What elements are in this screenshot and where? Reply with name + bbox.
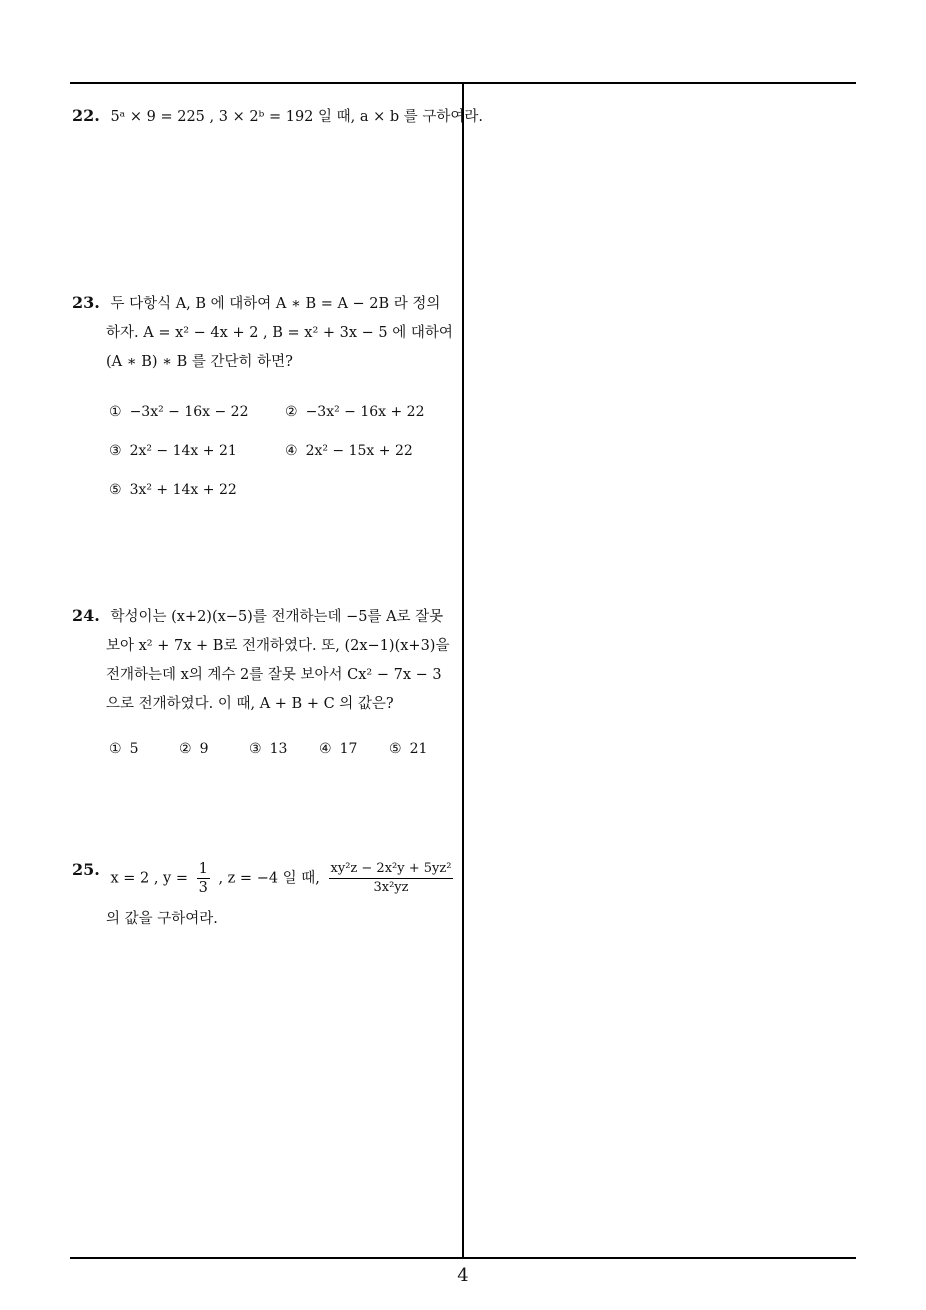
fraction-one-third <box>197 860 210 897</box>
choice-text: 2x² − 14x + 21 <box>129 443 237 459</box>
question-23 <box>72 288 456 377</box>
choice-mark: ④ <box>285 443 298 459</box>
choice-text: 3x² + 14x + 22 <box>129 482 237 498</box>
question-text-line-4: 으로 전개하였다. 이 때, A + B + C 의 값은? <box>106 696 394 712</box>
fraction-denominator: 3 <box>198 880 208 896</box>
choice-4[interactable] <box>319 741 357 757</box>
page-number: 4 <box>457 1265 469 1286</box>
fraction-numerator: xy²z − 2x²y + 5yz² <box>329 860 454 879</box>
question-text-part-1: x = 2 , y = <box>110 870 189 887</box>
question-number: 22. <box>72 106 100 125</box>
question-25 <box>72 860 456 929</box>
choice-3[interactable] <box>109 443 237 459</box>
choice-mark: ② <box>285 404 298 420</box>
question-number: 25. <box>72 860 100 879</box>
fraction-numerator: 1 <box>198 861 208 877</box>
choice-text: −3x² − 16x + 22 <box>305 404 425 420</box>
choice-1[interactable] <box>109 404 249 420</box>
question-24 <box>72 601 456 719</box>
choice-text: 5 <box>129 741 139 757</box>
choice-mark: ② <box>179 741 192 757</box>
question-text-line-3: 전개하는데 x의 계수 2를 잘못 보아서 Cx² − 7x − 3 <box>106 667 442 683</box>
choice-2[interactable] <box>285 404 425 420</box>
choice-mark: ③ <box>109 443 122 459</box>
question-text-line-2: 하자. A = x² − 4x + 2 , B = x² + 3x − 5 에 대하여 <box>106 325 453 341</box>
choice-2[interactable] <box>179 741 208 757</box>
question-text-line-1: 학성이는 (x+2)(x−5)를 전개하는데 −5를 A로 잘못 <box>110 609 444 625</box>
question-number: 24. <box>72 606 100 625</box>
choice-text: 9 <box>199 741 209 757</box>
question-text-part-2: , z = −4 일 때, <box>218 870 320 887</box>
choice-text: 2x² − 15x + 22 <box>305 443 413 459</box>
question-text-line-2: 의 값을 구하여라. <box>106 911 218 927</box>
question-text: 5ᵃ × 9 = 225 , 3 × 2ᵇ = 192 일 때, a × b 를 구하여라. <box>110 109 484 125</box>
question-text-line-2: 보아 x² + 7x + B로 전개하였다. 또, (2x−1)(x+3)을 <box>106 638 450 654</box>
choice-mark: ⑤ <box>109 482 122 498</box>
choice-mark: ① <box>109 404 122 420</box>
choice-mark: ③ <box>249 741 262 757</box>
choice-text: −3x² − 16x − 22 <box>129 404 249 420</box>
choice-text: 17 <box>339 741 358 757</box>
choice-text: 21 <box>409 741 428 757</box>
question-text-line-3: (A ∗ B) ∗ B 를 간단히 하면? <box>106 354 293 370</box>
choice-1[interactable] <box>109 741 138 757</box>
question-number: 23. <box>72 293 100 312</box>
fraction-denominator: 3x²yz <box>373 880 409 895</box>
question-22 <box>72 101 484 132</box>
choice-mark: ⑤ <box>389 741 402 757</box>
choice-4[interactable] <box>285 443 413 459</box>
choice-5[interactable] <box>389 741 427 757</box>
choice-mark: ④ <box>319 741 332 757</box>
question-text-line-1: 두 다항식 A, B 에 대하여 A ∗ B = A − 2B 라 정의 <box>110 296 441 312</box>
choice-5[interactable] <box>109 482 237 498</box>
choice-mark: ① <box>109 741 122 757</box>
expression-fraction <box>329 860 454 897</box>
column-divider <box>462 83 464 1258</box>
choice-text: 13 <box>269 741 288 757</box>
choice-3[interactable] <box>249 741 287 757</box>
